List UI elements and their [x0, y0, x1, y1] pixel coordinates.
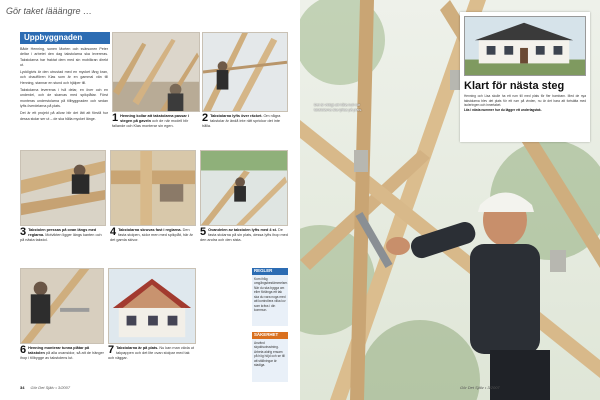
step-lead: Takstolen pressas på ovan längs med reglarna. [28, 228, 97, 238]
intro-text [20, 47, 108, 122]
photo-step-4 [110, 150, 196, 226]
section-band: Uppbyggnaden [20, 32, 110, 44]
photo-step-7 [108, 268, 196, 344]
right-footer [460, 385, 500, 390]
intro-paragraph: Både Henning, sonen Morten och svärsonen Peter deltar i arbetet den dag takstolarna ska levereras. Takstolarna har fraktat dem med sin mobilkran direkt ut. [20, 47, 108, 67]
intro-paragraph: Lyckligtvis är den utrustad med en mycket lång kran, och chauffören Klas som är en gammal vän till Henning, stannar en stund och hjälper till. [20, 70, 108, 85]
step-body: Om några takstolar är ändå inte rätt sprickor det inte hålla. [202, 114, 281, 129]
step-lead: Takstolarna lyfts över räcket. [210, 114, 263, 118]
safety-box-head: SÄKERHET [252, 332, 288, 339]
inset-body: Henning och Lisa skulle ha ett rum till med plats för fler barnbarn. Med de nya takstolarna blev det plats för ett rum på vinden, nu är det bara att fortsätta med isoleringen och innertaket. [464, 94, 586, 107]
step-body: Nu kan man växla ut takpappen och det lite ovan stolpar med tak och väggar. [108, 346, 194, 361]
photo-step-3 [20, 150, 106, 226]
step-6 [20, 346, 104, 362]
rules-box-text: Kom ihåg omgångsbestämmelser. När du ska bygga om eller förlänga ett tak ska du vara noga med att kontrollera vilka lov som krävs i din kommun. [254, 276, 288, 312]
magazine-issue: Gör Det Själv • 3/2007 [30, 385, 71, 390]
photo-caption: Det är viktigt att hålla koll när takstolarna ska lyftas på plats. [314, 103, 363, 112]
step-number: 4 [110, 226, 117, 238]
left-footer [20, 385, 70, 390]
step-body: Den fasta stolpen, sidor men med spikplåt, här är det gamla skivor. [110, 228, 193, 243]
step-lead: Henning kollar att takstolarna passar i stegen på gaveln [120, 114, 189, 124]
inset-title: Klart för nästa steg [464, 80, 565, 92]
inset-tail: Läs i nästa nummer hur du lägger ett underlagstak. [464, 107, 542, 112]
inset-text [464, 94, 586, 112]
step-number: 5 [200, 226, 207, 238]
right-page [300, 0, 600, 400]
step-number: 6 [20, 344, 27, 356]
step-body: och de när modell blir fallande och Klas monterar sin egen. [112, 119, 189, 129]
step-body: Motvikten ligger längs kanten och på nästa takstol. [20, 233, 102, 243]
step-5 [200, 228, 288, 244]
rules-box [252, 268, 288, 326]
photo-step-5 [200, 150, 288, 226]
safety-box-text: Använd skyddsutrustning. Arbeta aldrig ensam på hög höjd och se till att ställningar är stadiga. [254, 340, 285, 367]
safety-box [252, 332, 288, 382]
step-4 [110, 228, 196, 244]
step-body: på alla ovansidor, så att de hänger ihop i tillbygge av takstolens lut. [20, 351, 104, 361]
step-number: 1 [112, 112, 119, 124]
step-number: 2 [202, 112, 209, 124]
step-3 [20, 228, 106, 244]
photo-step-6 [20, 268, 104, 344]
inset-house-photo [464, 16, 586, 76]
inset-card [460, 12, 590, 142]
page-number: 34 [20, 385, 25, 390]
rules-box-head: REGLER [252, 268, 288, 275]
photo-step-1 [112, 32, 200, 112]
step-2 [202, 114, 288, 130]
section-title: Gör taket lääängre … [6, 6, 93, 16]
step-number: 3 [20, 226, 27, 238]
step-1 [112, 114, 200, 130]
step-body: De fasta stolarna på sin plats, dessa lyfts ihop med den andra och den sista. [200, 228, 288, 243]
step-lead: Henning monterar tunna plåtar på takstolen [28, 346, 90, 356]
photo-step-2 [202, 32, 288, 112]
magazine-issue-right: Gör Det Själv • 3/2007 [460, 385, 500, 390]
step-number: 7 [108, 344, 115, 356]
intro-paragraph: Takstolarna levereras i två delar, en över och en underdel, och de skarvas med spikplåtar. Först monteras understolarna på tillbyggnaden och sedan lyfts överdelarna på plats. [20, 88, 108, 108]
step-lead: Takstolarna är på plats. [116, 346, 159, 350]
intro-paragraph: Det är ett projekt på allvar blir det lätt att förstå hur dessa stolar ser ut – de ska hålla mycket länge. [20, 111, 108, 121]
step-lead: Takstolarna skruvas fast i reglarna. [118, 228, 182, 232]
step-lead: Ovandelen av takstolen lyfts med 4 st. [208, 228, 277, 232]
step-7 [108, 346, 196, 362]
